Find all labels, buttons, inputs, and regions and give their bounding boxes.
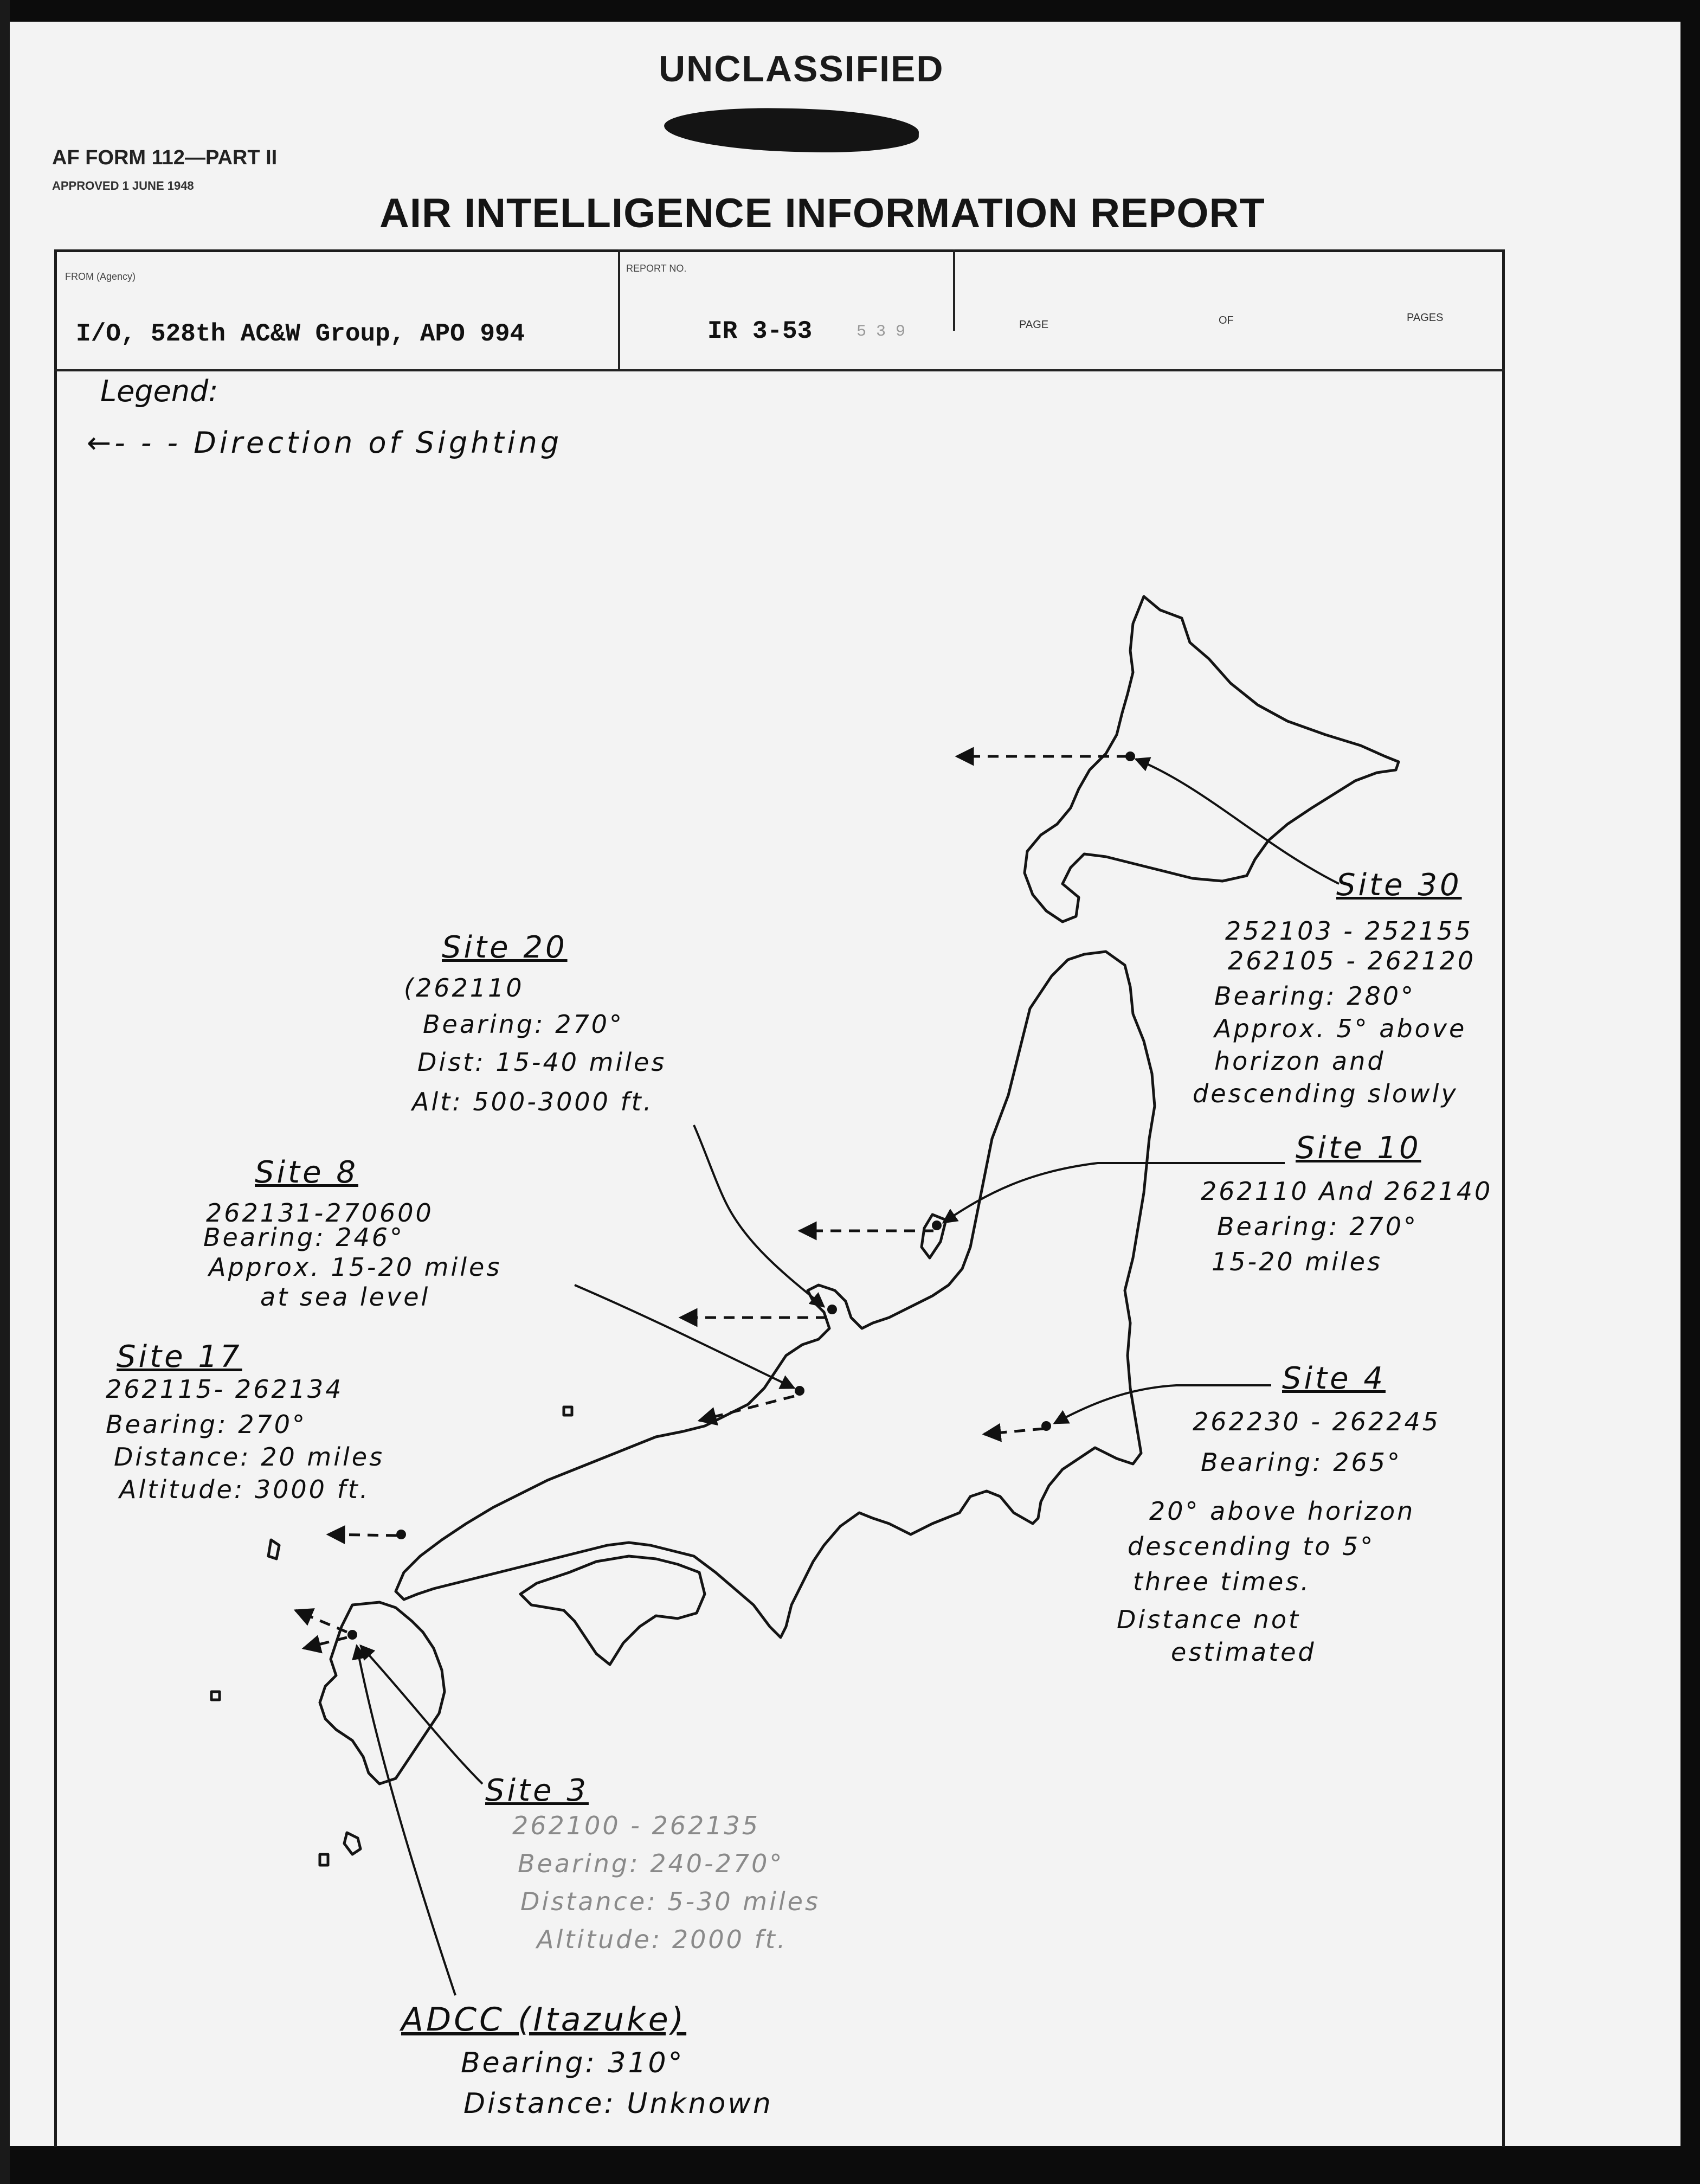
site-10-detail: Bearing: 270° (1217, 1212, 1419, 1241)
site-8-detail: Approx. 15-20 miles (209, 1252, 502, 1282)
site-4-detail: estimated (1171, 1637, 1316, 1667)
site-8-detail: at sea level (260, 1282, 430, 1312)
site-10-title: Site 10 (1296, 1130, 1421, 1166)
site-8-title: Site 8 (255, 1155, 358, 1190)
adcc-detail: Distance: Unknown (463, 2087, 773, 2120)
page-label: PAGE (1019, 319, 1049, 331)
site-17-detail: Altitude: 3000 ft. (119, 1475, 370, 1504)
small-island (564, 1407, 572, 1415)
site-30-detail: horizon and (1214, 1046, 1386, 1076)
site-4-detail: 262230 - 262245 (1193, 1407, 1441, 1436)
shikoku-outline (520, 1556, 705, 1665)
of-label: OF (1219, 314, 1234, 326)
small-island (268, 1540, 279, 1559)
site-20-detail: Bearing: 270° (423, 1010, 624, 1039)
site-20-detail: Alt: 500-3000 ft. (412, 1087, 654, 1116)
site-4-detail: three times. (1133, 1567, 1311, 1596)
site-20-detail: Dist: 15-40 miles (417, 1048, 667, 1077)
from-field-label: FROM (Agency) (65, 271, 136, 282)
report-no-suffix: 5 3 9 (857, 323, 906, 341)
site-3-detail: Distance: 5-30 miles (520, 1887, 820, 1916)
site-17-marker (396, 1530, 406, 1539)
site-30-leader (1136, 759, 1339, 884)
site-30-detail: descending slowly (1193, 1079, 1458, 1108)
sighting-direction-arrow (304, 1637, 347, 1648)
site-17-detail: 262115- 262134 (106, 1374, 344, 1404)
sighting-direction-arrow (328, 1534, 397, 1536)
sighting-direction-arrow (295, 1610, 347, 1632)
site-30-detail: Approx. 5° above (1214, 1014, 1467, 1043)
small-island (344, 1833, 360, 1854)
form-identifier: AF FORM 112—PART II (52, 146, 278, 169)
site-10-detail: 262110 And 262140 (1201, 1177, 1493, 1206)
site-4-detail: 20° above horizon (1149, 1496, 1415, 1526)
adcc-detail: Bearing: 310° (461, 2047, 685, 2079)
form-approval-date: APPROVED 1 JUNE 1948 (52, 179, 194, 192)
site-17-title: Site 17 (117, 1339, 242, 1374)
site-3-title: Site 3 (485, 1773, 589, 1808)
site-4-detail: Bearing: 265° (1201, 1448, 1402, 1477)
site-3-detail: Altitude: 2000 ft. (537, 1925, 788, 1954)
site-4-detail: descending to 5° (1128, 1532, 1375, 1561)
site-20-detail: (262110 (404, 973, 524, 1003)
site-4-detail: Distance not (1117, 1605, 1301, 1634)
report-no-value: IR 3-53 (707, 317, 813, 345)
site-3-marker (347, 1630, 357, 1640)
site-8-detail: Bearing: 246° (203, 1223, 405, 1252)
site-8-detail: 262131-270600 (206, 1198, 434, 1228)
legend-title: Legend: (100, 374, 218, 408)
site-8-marker (795, 1386, 804, 1396)
classification-marking: UNCLASSIFIED (659, 48, 944, 89)
sado-island (922, 1215, 946, 1258)
site-4-title: Site 4 (1282, 1361, 1386, 1396)
site-3-detail: 262100 - 262135 (512, 1811, 761, 1840)
site-20-title: Site 20 (442, 930, 568, 965)
pages-label: PAGES (1407, 312, 1444, 324)
site-20-leader (694, 1125, 824, 1307)
site-30-detail: 252103 - 252155 (1225, 916, 1473, 946)
site-10-marker (932, 1221, 942, 1230)
site-10-detail: 15-20 miles (1212, 1247, 1382, 1276)
report-title: AIR INTELLIGENCE INFORMATION REPORT (379, 190, 1265, 236)
site-17-detail: Distance: 20 miles (114, 1442, 385, 1472)
small-island (211, 1692, 220, 1700)
sighting-direction-arrow (984, 1429, 1044, 1434)
legend-entry: ←- - - Direction of Sighting (87, 426, 563, 460)
site-20-marker (827, 1305, 837, 1314)
site-3-leader (360, 1646, 482, 1784)
from-field-value: I/O, 528th AC&W Group, APO 994 (76, 320, 525, 348)
site-30-title: Site 30 (1336, 868, 1462, 903)
site-8-leader (575, 1285, 794, 1388)
site-30-detail: 262105 - 262120 (1228, 946, 1476, 975)
sighting-direction-arrow (699, 1396, 794, 1421)
small-island (320, 1854, 328, 1865)
adcc-title: ADCC (Itazuke) (401, 2001, 687, 2039)
report-no-label: REPORT NO. (626, 263, 687, 274)
site-3-detail: Bearing: 240-270° (518, 1849, 784, 1878)
site-17-detail: Bearing: 270° (106, 1410, 307, 1439)
site-30-detail: Bearing: 280° (1214, 981, 1416, 1011)
